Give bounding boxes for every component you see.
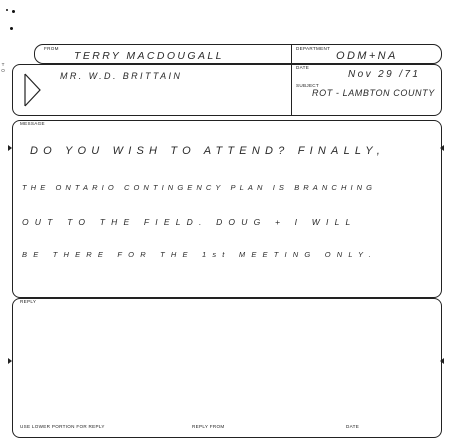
- footer-reply-from: REPLY FROM: [192, 424, 225, 429]
- subject-value: ROT - LAMBTON COUNTY: [312, 88, 435, 98]
- reply-right-arrow-icon: [440, 358, 444, 364]
- message-label: MESSAGE: [20, 121, 45, 126]
- punch-dot-1: [12, 10, 15, 13]
- from-value: TERRY MACDOUGALL: [74, 50, 224, 62]
- footer-left: USE LOWER PORTION FOR REPLY: [20, 424, 105, 429]
- message-line-1: DO YOU WISH TO ATTEND? FINALLY,: [30, 145, 385, 157]
- date-value: Nov 29 /71: [348, 69, 421, 80]
- reply-box: [12, 298, 442, 438]
- date-label: DATE: [296, 65, 310, 70]
- to-divider: [291, 64, 292, 116]
- to-bracket-icon: [22, 72, 44, 108]
- department-label: DEPARTMENT: [296, 46, 331, 51]
- department-value: ODM+NA: [336, 50, 398, 62]
- message-line-4: BE THERE FOR THE 1st MEETING ONLY.: [22, 250, 377, 259]
- to-value: MR. W.D. BRITTAIN: [60, 71, 183, 81]
- message-line-3: OUT TO THE FIELD. DOUG + I WILL: [22, 217, 357, 227]
- message-left-arrow-icon: [8, 145, 12, 151]
- subject-label: SUBJECT: [296, 83, 320, 88]
- punch-dot-3: [10, 27, 13, 30]
- side-letters: T O: [1, 62, 5, 73]
- message-line-2: THE ONTARIO CONTINGENCY PLAN IS BRANCHING: [22, 183, 377, 192]
- reply-label: REPLY: [20, 299, 37, 304]
- reply-left-arrow-icon: [8, 358, 12, 364]
- punch-dot-2: [6, 9, 8, 11]
- footer-date: DATE: [346, 424, 360, 429]
- from-divider: [291, 44, 292, 64]
- from-label: FROM: [44, 46, 59, 51]
- message-right-arrow-icon: [440, 145, 444, 151]
